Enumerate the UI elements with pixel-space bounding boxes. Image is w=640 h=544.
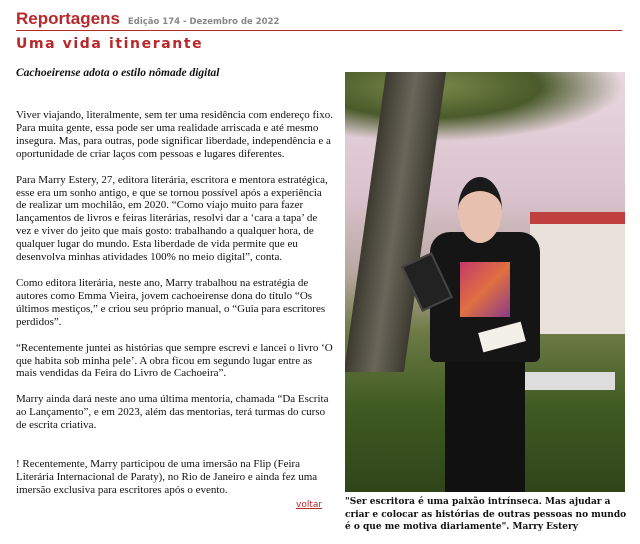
article-title: Uma vida itinerante (16, 36, 204, 52)
edition-label: Edição 174 - Dezembro de 2022 (127, 17, 280, 27)
back-link[interactable]: voltar (296, 500, 323, 510)
article-photo (345, 72, 625, 492)
article-subtitle: Cachoeirense adota o estilo nômade digital (16, 67, 220, 79)
section-header (16, 9, 622, 31)
section-title: Reportagens (16, 9, 120, 28)
paragraph: Para Marry Estery, 27, editora literária, escritora e mentora estratégica, esse era um sonho antigo, e que se tornou possível após a experiência de realizar um mochilão, em 2020. “Como viajo muito para fazer lançamentos de livros e feiras literárias, resolvi dar a ‘cara a tapa’ de vez e viver do jeito que mais gosto: trabalhando a qualquer hora, de qualquer lugar do mundo. Esta liberdade de vida permite que eu desenvolva minhas atividades 100% no meio digital”, conta. (16, 173, 328, 264)
paragraph: Viver viajando, literalmente, sem ter uma residência com endereço fixo. Para muita gente, essa pode ser uma realidade arriscada e até mesmo insegura. Mas, para outras, pode significar liberdade, independência e a oportunidade de criar laços com pessoas e lugares diferentes. (16, 109, 333, 160)
article-body (16, 109, 334, 510)
paragraph: Marry ainda dará neste ano uma última mentoria, chamada “Da Escrita ao Lançamento”, e em 2023, além das mentorias, terá turmas do curso de escrita criativa. (16, 393, 329, 432)
photo-caption: "Ser escritora é uma paixão intrínseca. Mas ajudar a criar e colocar as histórias de outras pessoas no mundo é o que me motiva diariamente". Marry Estery (345, 497, 627, 532)
paragraph: Como editora literária, neste ano, Marry trabalhou na estratégia de autores como Emma Vieira, jovem cachoeirense dona do título “Os últimos mestiços,” e criou seu próprio manual, o “Guia para escritores perdidos”. (16, 276, 326, 328)
paragraph: ! Recentemente, Marry participou de uma imersão na Flip (Feira Literária Internacional de Paraty), no Rio de Janeiro e ainda fez uma imersão exclusiva para escritores após o evento. (16, 458, 318, 496)
paragraph: “Recentemente juntei as histórias que sempre escrevi e lancei o livro ‘O que habita sob minha pele’. A obra ficou em segundo lugar entre as mais vendidas da Feira do Livro de Cachoeira”. (16, 341, 333, 380)
